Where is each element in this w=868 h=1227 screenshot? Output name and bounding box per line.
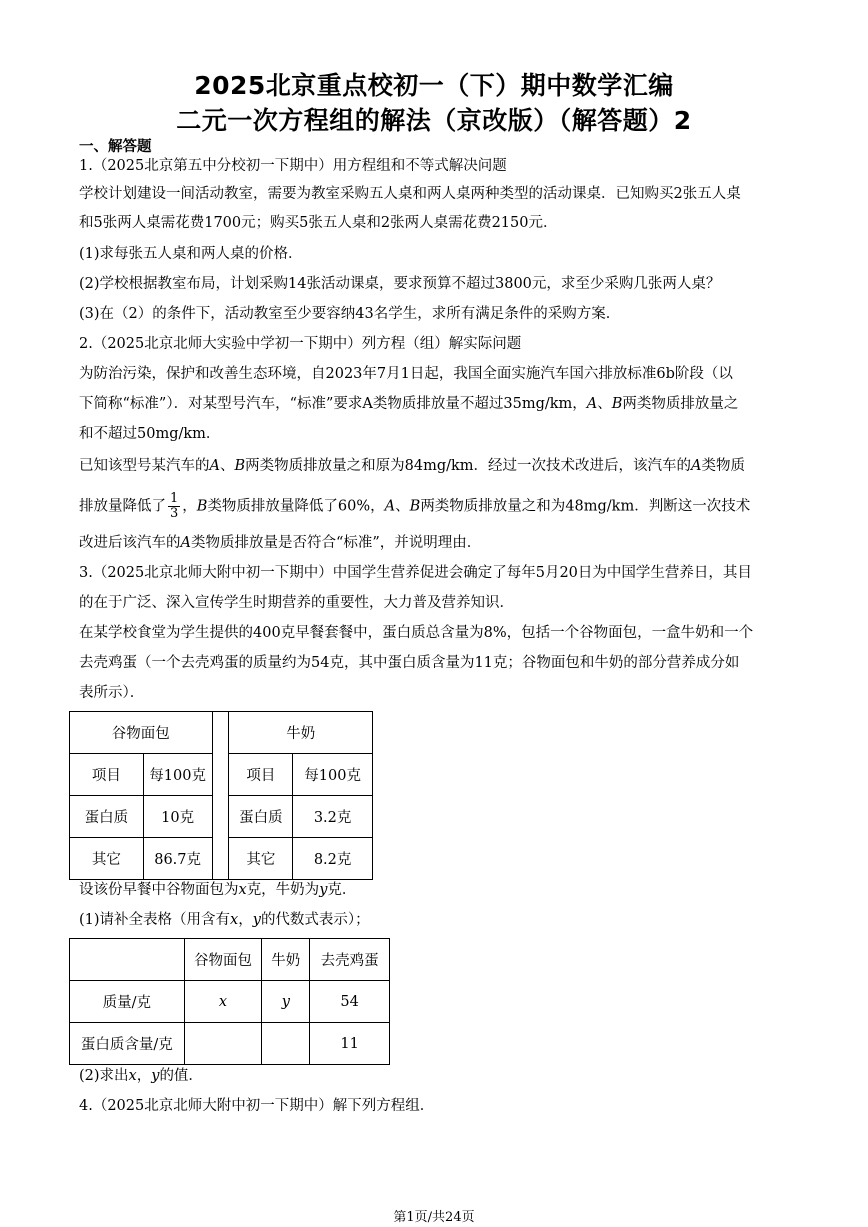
fraction-one-third: $\frac{1}{3}$ [170,491,179,521]
bread-title: 谷物面包 [70,712,213,754]
table-cell: 谷物面包 [184,939,262,981]
table-cell: 蛋白质 [229,796,293,838]
table-cell: 8.2克 [293,838,373,880]
q2-text-line1: 为防治污染，保护和改善生态环境，自2023年7月1日起，我国全面实施汽车国六排放标准6b阶段（以 [79,366,733,382]
table-cell: 3.2克 [293,796,373,838]
section-heading: 一、解答题 [79,139,152,155]
fill-in-table [69,938,390,1065]
q3-header: 3.（2025北京北师大附中初一下期中）中国学生营养促进会确定了每年5月20日为中国学生营养日，其目 [79,565,752,581]
table-cell: 11 [310,1023,390,1065]
table-cell: 86.7克 [143,838,212,880]
q1-part1: (1)求每张五人桌和两人桌的价格． [79,246,303,262]
q1-part2: (2)学校根据教室布局，计划采购14张活动课桌，要求预算不超过3800元，求至少采购几张两人桌？ [79,276,721,292]
table-cell: 牛奶 [262,939,310,981]
table-cell: 每100克 [293,754,373,796]
q3-text-line3: 在某学校食堂为学生提供的400克早餐套餐中，蛋白质总含量为8%，包括一个谷物面包，一盒牛奶和一个 [79,625,754,641]
q2-header: 2.（2025北京北师大实验中学初一下期中）列方程（组）解实际问题 [79,336,522,352]
q3-text-line4: 去壳鸡蛋（一个去壳鸡蛋的质量约为54克，其中蛋白质含量为11克；谷物面包和牛奶的部分营养成分如 [79,655,740,671]
q1-header: 1.（2025北京第五中分校初一下期中）用方程组和不等式解决问题 [79,158,507,174]
table-cell: x [184,981,262,1023]
table-cell: 项目 [70,754,144,796]
q3-variables-line: 设该份早餐中谷物面包为x克，牛奶为y克． [79,882,357,898]
table-cell: 每100克 [143,754,212,796]
q1-text-line1: 学校计划建设一间活动教室，需要为教室采购五人桌和两人桌两种类型的活动课桌．已知购买2张五人桌 [79,186,741,202]
q1-part3: (3)在（2）的条件下，活动教室至少要容纳43名学生，求所有满足条件的采购方案． [79,306,621,322]
table-cell: 去壳鸡蛋 [310,939,390,981]
q2-text-line5: 排放量降低了 $\frac{1}{3}$ ，B类物质排放量降低了60%，A、B两类物质排放量之和为48mg/km．判断这一次技术 [79,491,751,521]
nutrition-table [69,711,373,880]
page-title-line2: 二元一次方程组的解法（京改版）（解答题）2 [176,106,692,135]
q2-text-line2: 下简称“标准”）．对某型号汽车，“标准”要求A类物质排放量不超过35mg/km，A、B两类物质排放量之 [79,396,739,412]
table-cell [70,939,185,981]
milk-title: 牛奶 [229,712,373,754]
q2-text-line6: 改进后该汽车的A类物质排放量是否符合“标准”，并说明理由． [79,535,482,551]
table-cell: 10克 [143,796,212,838]
q2-text-line4: 已知该型号某汽车的A、B两类物质排放量之和原为84mg/km．经过一次技术改进后，该汽车的A类物质 [79,458,746,474]
q3-part2: (2)求出x，y的值． [79,1068,203,1084]
q4-header: 4.（2025北京北师大附中初一下期中）解下列方程组． [79,1098,435,1114]
table-cell-blank [262,1023,310,1065]
table-cell: 蛋白质 [70,796,144,838]
table-cell: 其它 [229,838,293,880]
page-title-line1: 2025北京重点校初一（下）期中数学汇编 [194,71,674,100]
q3-text-line5: 表所示）． [79,685,145,701]
table-cell: 蛋白质含量/克 [70,1023,185,1065]
page-footer: 第1页/共24页 [393,1210,475,1225]
table-cell-blank [184,1023,262,1065]
q2-text-line3: 和不超过50mg/km． [79,426,221,442]
table-cell: y [262,981,310,1023]
table-cell: 其它 [70,838,144,880]
table-gap [212,712,229,880]
q1-text-line2: 和5张两人桌需花费1700元；购买5张五人桌和2张两人桌需花费2150元． [79,215,558,231]
q3-part1: (1)请补全表格（用含有x，y的代数式表示）； [79,912,370,928]
table-cell: 质量/克 [70,981,185,1023]
table-cell: 项目 [229,754,293,796]
table-cell: 54 [310,981,390,1023]
q3-text-line2: 的在于广泛、深入宣传学生时期营养的重要性，大力普及营养知识． [79,595,514,611]
